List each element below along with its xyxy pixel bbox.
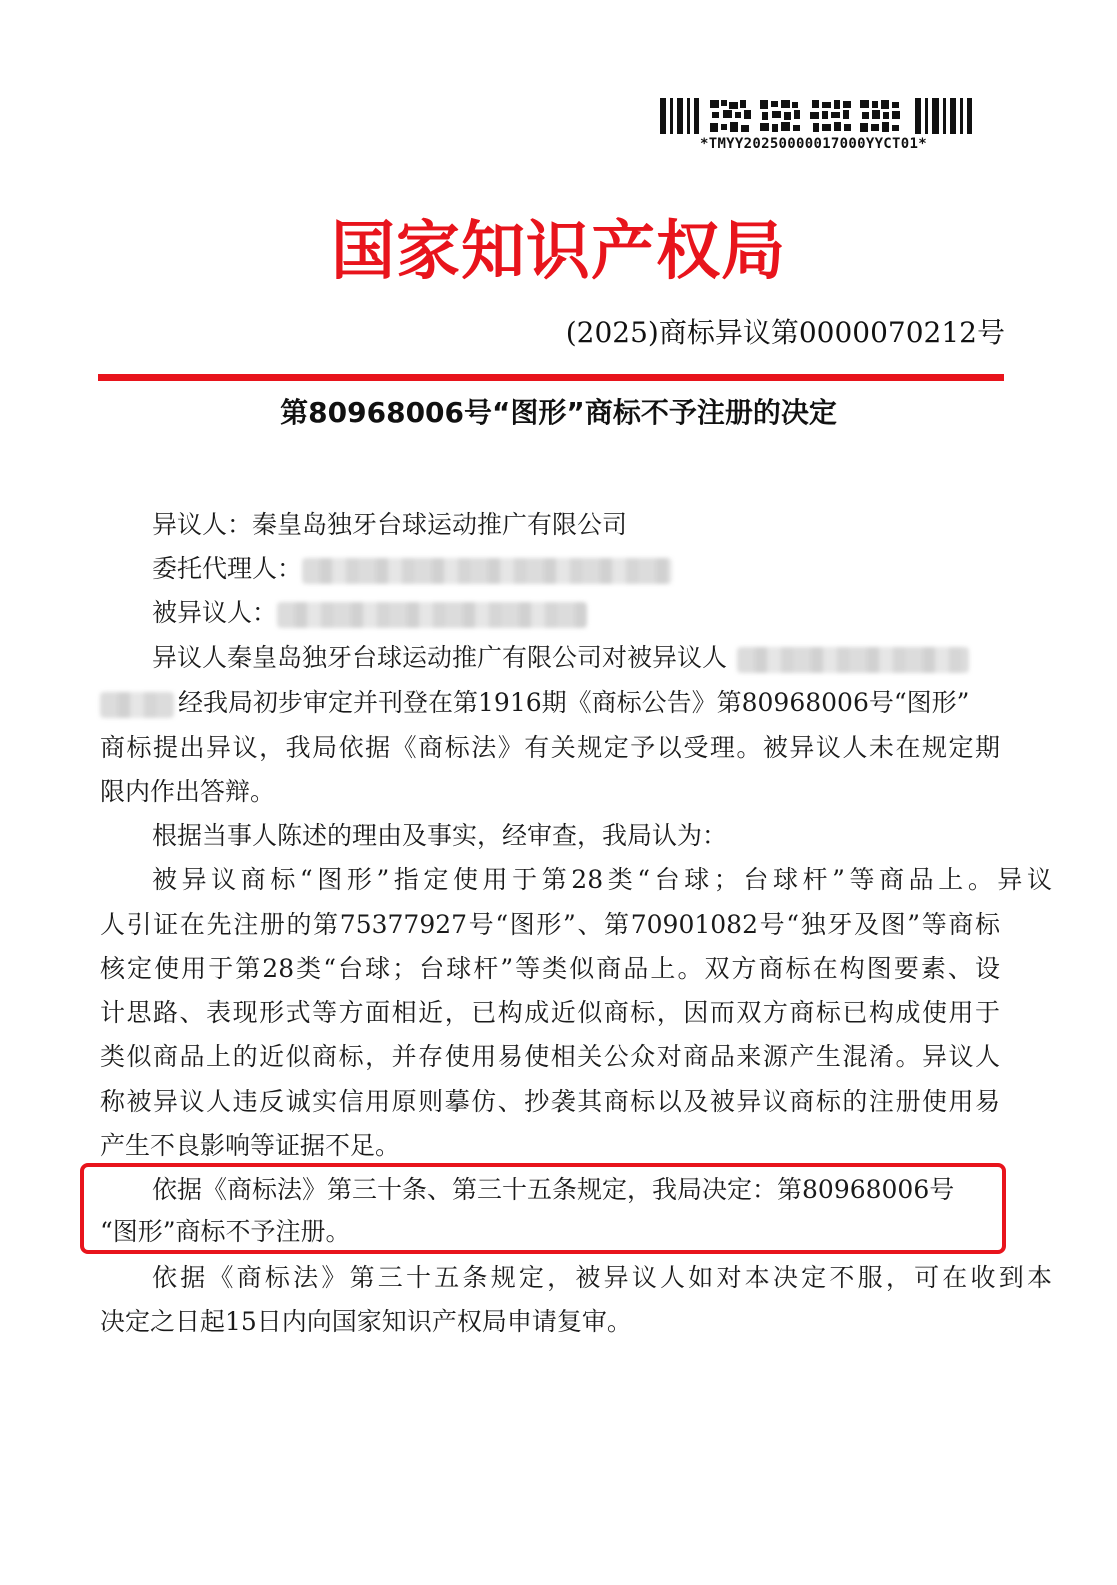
p3-line-2: 人引证在先注册的第75377927号“图形”、第70901082号“独牙及图”等商标 bbox=[100, 910, 1000, 939]
agent-label: 委托代理人： bbox=[152, 554, 303, 583]
p3-line-5: 类似商品上的近似商标，并存使用易使相关公众对商品来源产生混淆。异议人 bbox=[100, 1042, 1000, 1071]
barcode-icon bbox=[660, 98, 974, 134]
p5-line-1: 依据《商标法》第三十五条规定，被异议人如对本决定不服，可在收到本 bbox=[152, 1263, 1052, 1292]
decision-title: 第80968006号“图形”商标不予注册的决定 bbox=[280, 396, 837, 429]
redacted-respondent-inline bbox=[737, 647, 969, 673]
respondent-line bbox=[100, 591, 1052, 635]
p3-line-6: 称被异议人违反诚实信用原则摹仿、抄袭其商标以及被异议商标的注册使用易 bbox=[100, 1087, 1000, 1116]
redacted-respondent-tail bbox=[100, 692, 174, 718]
p4-line-1: 依据《商标法》第三十条、第三十五条规定，我局决定：第80968006号 bbox=[152, 1175, 955, 1204]
p1-text-1: 异议人秦皇岛独牙台球运动推广有限公司对被异议人 bbox=[152, 643, 728, 672]
decision-highlight-box bbox=[80, 1163, 1006, 1254]
p3-line-3: 核定使用于第28类“台球；台球杆”等类似商品上。双方商标在构图要素、设 bbox=[100, 954, 1000, 983]
opposer-line: 异议人：秦皇岛独牙台球运动推广有限公司 bbox=[152, 510, 628, 539]
document-barcode bbox=[660, 98, 990, 156]
barcode-text: *TMYY20250000017000YYCT01* bbox=[700, 136, 927, 152]
p3-line-4: 计思路、表现形式等方面相近，已构成近似商标，因而双方商标已构成使用于 bbox=[100, 998, 1000, 1027]
p3-line-1: 被异议商标“图形”指定使用于第28类“台球；台球杆”等商品上。异议 bbox=[152, 865, 1052, 894]
redacted-agent bbox=[302, 558, 672, 584]
red-divider bbox=[98, 374, 1004, 381]
p1-line-3: 商标提出异议，我局依据《商标法》有关规定予以受理。被异议人未在规定期 bbox=[100, 733, 1000, 762]
p1-text-2: 经我局初步审定并刊登在第1916期《商标公告》第80968006号“图形” bbox=[178, 688, 970, 717]
p1-line-4: 限内作出答辩。 bbox=[100, 777, 276, 806]
agent-line bbox=[100, 547, 1052, 591]
document-number: (2025)商标异议第0000070212号 bbox=[565, 316, 1005, 349]
redacted-respondent bbox=[277, 602, 587, 628]
p5-line-2: 决定之日起15日内向国家知识产权局申请复审。 bbox=[100, 1307, 632, 1336]
agency-name: 国家知识产权局 bbox=[331, 215, 786, 289]
p4-line-2: “图形”商标不予注册。 bbox=[100, 1217, 351, 1246]
p3-line-7: 产生不良影响等证据不足。 bbox=[100, 1131, 401, 1160]
respondent-label: 被异议人： bbox=[152, 598, 278, 627]
p2-line-1: 根据当事人陈述的理由及事实，经审查，我局认为： bbox=[152, 821, 728, 850]
p1-line-2 bbox=[100, 681, 1000, 725]
p1-line-1 bbox=[100, 636, 1052, 680]
